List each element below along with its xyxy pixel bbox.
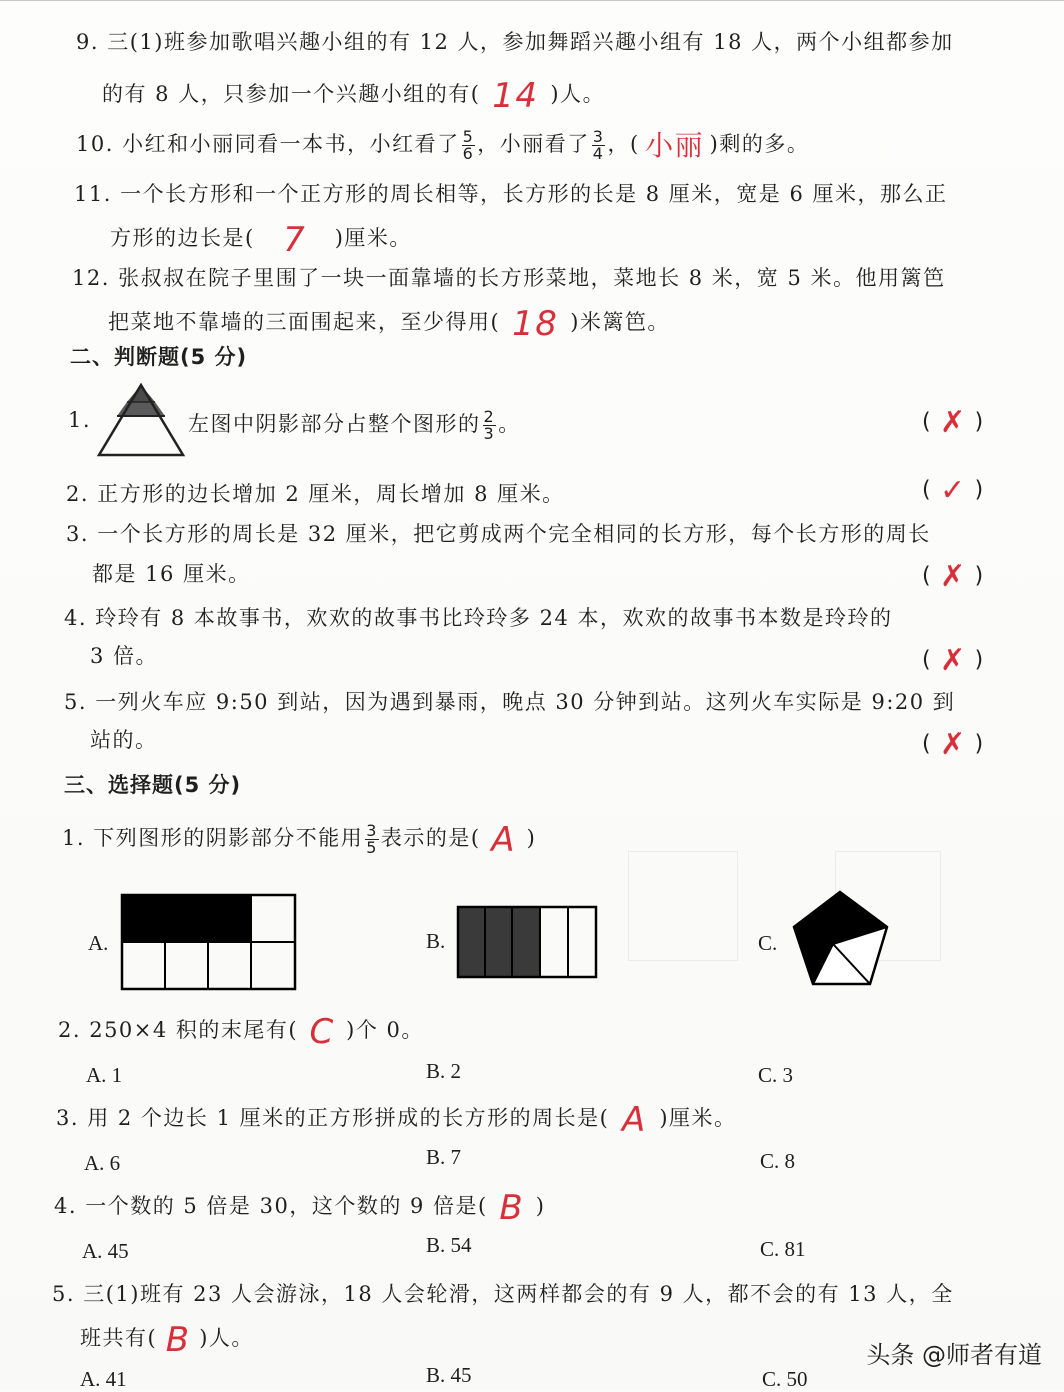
q12-answer: 18 bbox=[512, 303, 559, 344]
figure-b-label: B. bbox=[426, 929, 446, 953]
q9-line1: 9. 三(1)班参加歌唱兴趣小组的有 12 人，参加舞蹈兴趣小组有 18 人，两个小组都参加 bbox=[76, 30, 954, 54]
choice4-answer: B bbox=[499, 1187, 525, 1228]
q9-line2 bbox=[102, 75, 606, 116]
choice3-option-b: B. 7 bbox=[426, 1145, 462, 1169]
q12-line2 bbox=[108, 303, 670, 344]
q12-line1: 12. 张叔叔在院子里围了一块一面靠墙的长方形菜地，菜地长 8 米，宽 5 米。他用篱笆 bbox=[72, 266, 946, 290]
choice1-fraction-3-5: $\frac{3}{5}$ bbox=[366, 821, 378, 857]
wrong-mark-icon: ✗ bbox=[940, 643, 966, 678]
wrong-mark-icon: ✗ bbox=[940, 559, 966, 594]
choice4-option-b: B. 54 bbox=[426, 1233, 472, 1257]
q9-text-end: )人。 bbox=[550, 82, 606, 106]
figure-a-label: A. bbox=[88, 931, 109, 955]
section-title-judge: 二、判断题(5 分) bbox=[70, 345, 248, 369]
judge4-line2: 3 倍。 bbox=[90, 644, 159, 668]
choice4-line: 4. 一个数的 5 倍是 30，这个数的 9 倍是( B ) bbox=[54, 1187, 546, 1228]
q11-line2 bbox=[110, 219, 412, 260]
q11-line1: 11. 一个长方形和一个正方形的周长相等，长方形的长是 8 厘米，宽是 6 厘米，那么正 bbox=[74, 182, 948, 206]
q11-text-end: )厘米。 bbox=[334, 226, 412, 250]
figure-a-grid bbox=[120, 893, 298, 991]
judge5-mark: ( ✗ ) bbox=[922, 727, 984, 762]
choice5-option-a: A. 41 bbox=[80, 1367, 127, 1391]
choice2-line: 2. 250×4 积的末尾有( C )个 0。 bbox=[58, 1011, 424, 1052]
choice3-option-c: C. 8 bbox=[760, 1149, 796, 1173]
choice1-line: 1. 下列图形的阴影部分不能用 $\frac{3}{5}$ 表示的是( A ) bbox=[62, 819, 537, 860]
judge2-mark: ( ✓ ) bbox=[922, 473, 984, 508]
choice5-option-b: B. 45 bbox=[426, 1363, 472, 1387]
judge3-line2: 都是 16 厘米。 bbox=[92, 562, 251, 586]
choice5-line1: 5. 三(1)班有 23 人会游泳，18 人会轮滑，这两样都会的有 9 人，都不会的有 13 人，全 bbox=[52, 1282, 954, 1306]
choice3-answer: A bbox=[621, 1099, 647, 1140]
judge5-line2: 站的。 bbox=[90, 728, 158, 752]
choice2-option-b: B. 2 bbox=[426, 1059, 462, 1083]
q10-fraction-3-4: $\frac{3}{4}$ bbox=[592, 127, 605, 163]
choice4-option-a: A. 45 bbox=[82, 1239, 129, 1263]
choice4-option-c: C. 81 bbox=[760, 1237, 806, 1261]
q12-text: 把菜地不靠墙的三面围起来，至少得用( bbox=[108, 310, 501, 334]
q10-fraction-5-6: $\frac{5}{6}$ bbox=[462, 127, 475, 163]
judge2-text: 2. 正方形的边长增加 2 厘米，周长增加 8 厘米。 bbox=[66, 482, 565, 506]
section-title-choice: 三、选择题(5 分) bbox=[64, 773, 242, 797]
q9-text: 的有 8 人，只参加一个兴趣小组的有( bbox=[102, 82, 481, 106]
judge1-mark: ( ✗ ) bbox=[922, 405, 984, 440]
judge4-line1: 4. 玲玲有 8 本故事书，欢欢的故事书比玲玲多 24 本，欢欢的故事书本数是玲玲的 bbox=[64, 606, 893, 630]
bleed-through-box bbox=[628, 851, 738, 961]
watermark: 头条 @师者有道 bbox=[866, 1341, 1042, 1369]
check-mark-icon: ✓ bbox=[940, 473, 966, 508]
judge3-mark: ( ✗ ) bbox=[922, 559, 984, 594]
q10-text-end: )剩的多。 bbox=[709, 132, 810, 156]
choice2-option-c: C. 3 bbox=[758, 1063, 794, 1087]
q10-line bbox=[76, 129, 809, 162]
q9-answer: 14 bbox=[492, 75, 539, 116]
choice5-option-c: C. 50 bbox=[762, 1367, 808, 1391]
judge1-fraction-2-3: $\frac{2}{3}$ bbox=[483, 407, 496, 443]
figure-c-pentagon bbox=[790, 889, 890, 989]
judge4-mark: ( ✗ ) bbox=[922, 643, 984, 678]
choice5-answer: B bbox=[165, 1319, 191, 1360]
choice2-option-a: A. 1 bbox=[86, 1063, 123, 1087]
q12-text-end: )米篱笆。 bbox=[570, 310, 670, 334]
choice2-answer: C bbox=[309, 1011, 335, 1052]
choice5-line2: 班共有( B )人。 bbox=[80, 1319, 254, 1360]
choice3-option-a: A. 6 bbox=[84, 1151, 121, 1175]
q10-text: 10. 小红和小丽同看一本书，小红看了 bbox=[76, 132, 460, 156]
q10-text-mid: ，小丽看了 bbox=[477, 132, 590, 156]
figure-c-label: C. bbox=[758, 931, 778, 955]
wrong-mark-icon: ✗ bbox=[940, 727, 966, 762]
wrong-mark-icon: ✗ bbox=[940, 405, 966, 440]
choice1-answer: A bbox=[491, 819, 516, 860]
q11-answer: 7 bbox=[283, 219, 307, 260]
q10-answer: 小丽 bbox=[645, 128, 705, 162]
triangle-figure bbox=[96, 383, 186, 457]
figure-b-strips bbox=[456, 905, 598, 979]
judge1-number: 1. bbox=[68, 408, 92, 432]
judge1-text: 左图中阴影部分占整个图形的 $\frac{2}{3}$ 。 bbox=[188, 407, 521, 443]
q11-text: 方形的边长是( bbox=[110, 226, 255, 250]
q10-text-mid2: ，( bbox=[607, 132, 640, 156]
choice3-line: 3. 用 2 个边长 1 厘米的正方形拼成的长方形的周长是( A )厘米。 bbox=[56, 1099, 737, 1140]
judge3-line1: 3. 一个长方形的周长是 32 厘米，把它剪成两个完全相同的长方形，每个长方形的周长 bbox=[66, 522, 931, 546]
judge5-line1: 5. 一列火车应 9:50 到站，因为遇到暴雨，晚点 30 分钟到站。这列火车实际是 9:20 到 bbox=[64, 690, 956, 714]
